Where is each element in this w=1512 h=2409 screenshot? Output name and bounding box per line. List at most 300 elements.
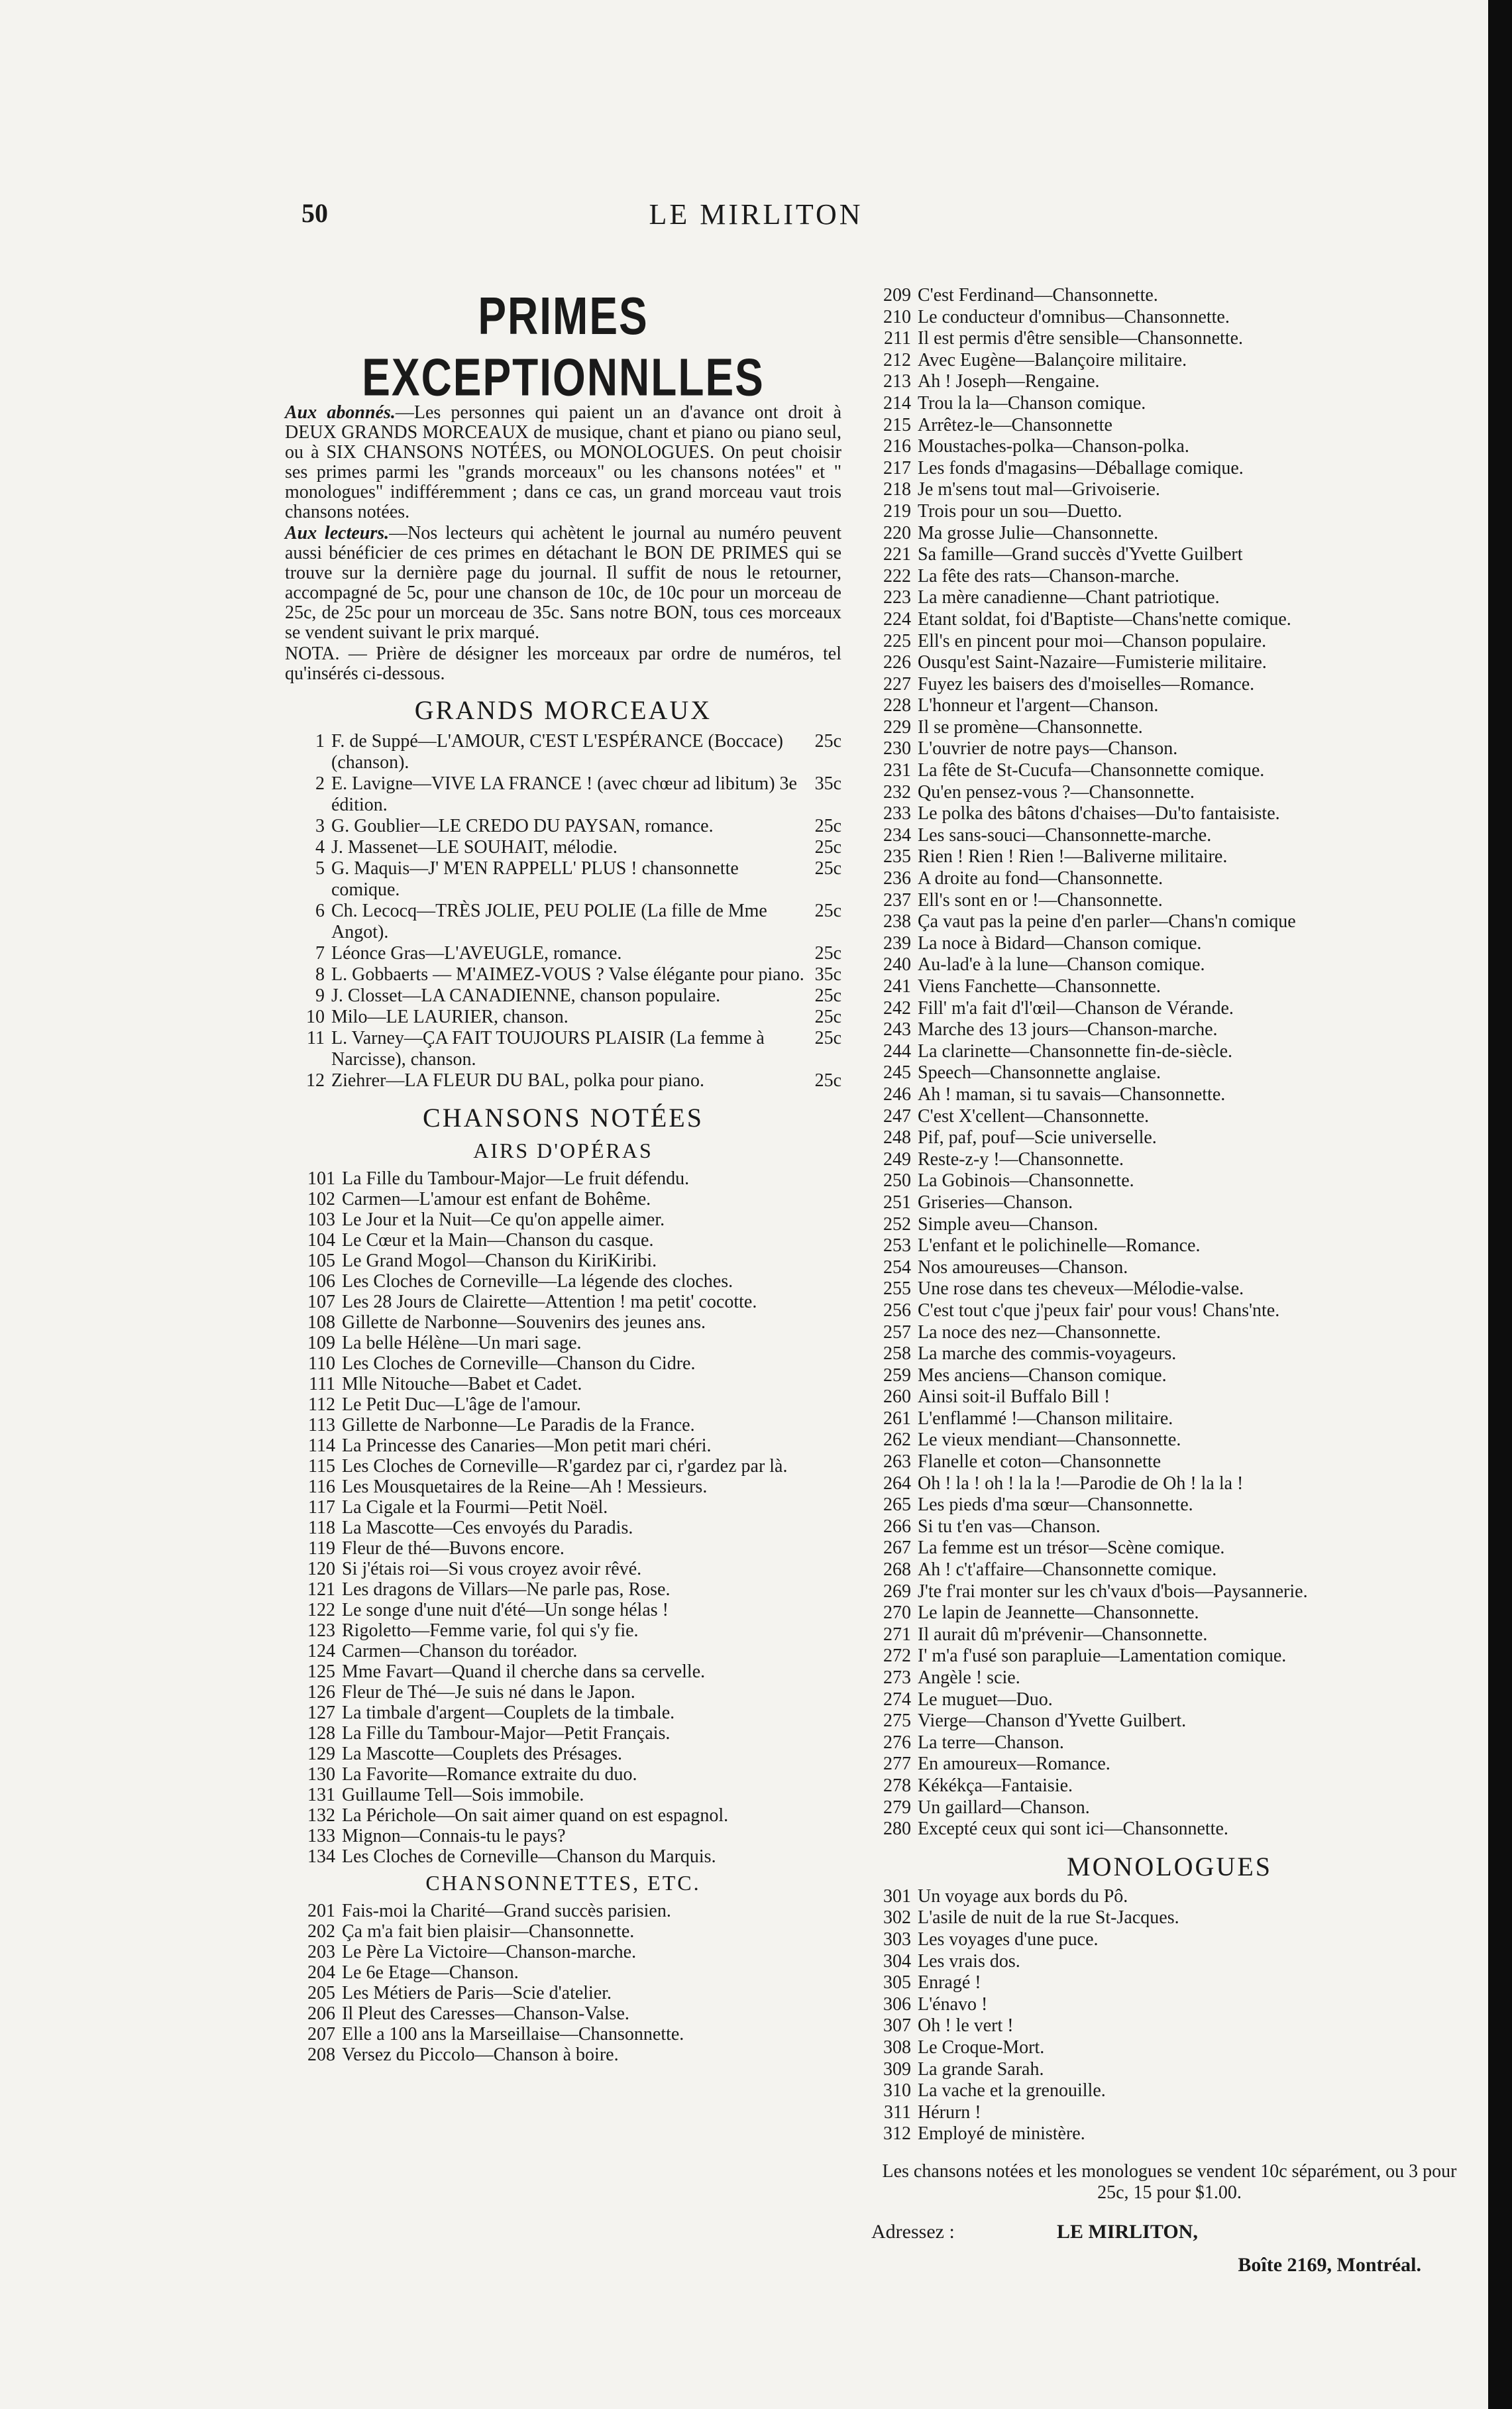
item-number: 125 (307, 1661, 335, 1682)
item-number: 108 (307, 1312, 335, 1333)
item-title: Les fonds d'magasins—Déballage comique. (918, 457, 1244, 478)
item-number: 227 (883, 673, 911, 695)
list-item (285, 943, 841, 964)
item-title: Carmen—L'amour est enfant de Bohême. (342, 1189, 651, 1209)
list-item (285, 773, 841, 816)
item-number: 233 (883, 803, 911, 824)
item-number: 246 (883, 1084, 911, 1105)
item-number: 244 (883, 1040, 911, 1062)
item-title: La Cigale et la Fourmi—Petit Noël. (342, 1497, 608, 1518)
list-item (871, 328, 1468, 350)
item-price: 25c (814, 1028, 841, 1048)
list-item (871, 285, 1468, 307)
item-number: 301 (883, 1885, 911, 1907)
item-title: Une rose dans tes cheveux—Mélodie-valse. (918, 1278, 1244, 1300)
item-number: 208 (307, 2045, 335, 2065)
chansonnettes-list-left (285, 1901, 841, 2065)
list-item (871, 933, 1468, 955)
list-item (871, 2080, 1468, 2102)
list-item (285, 1901, 841, 1921)
item-number: 110 (308, 1353, 335, 1374)
list-item (871, 674, 1468, 696)
list-item (871, 1994, 1468, 2016)
item-title: Moustaches-polka—Chanson-polka. (918, 436, 1189, 457)
list-item (871, 393, 1468, 415)
item-number: 229 (883, 716, 911, 738)
item-number: 280 (883, 1819, 911, 1840)
item-number: 257 (883, 1321, 911, 1343)
address-name: LE MIRLITON, (1057, 2220, 1198, 2243)
item-number: 216 (883, 436, 911, 457)
item-title: Les Mousquetaires de la Reine—Ah ! Messieurs. (342, 1477, 708, 1497)
chansons-notees-title: CHANSONS NOTÉES (423, 1103, 704, 1133)
item-number: 126 (307, 1682, 335, 1703)
item-number: 11 (307, 1028, 325, 1048)
list-item (871, 911, 1468, 933)
scan-edge-bar (1488, 0, 1512, 2409)
item-number: 275 (883, 1710, 911, 1732)
item-title: Le Petit Duc—L'âge de l'amour. (342, 1394, 581, 1415)
list-item (871, 846, 1468, 868)
item-number: 248 (883, 1127, 911, 1148)
list-item (871, 890, 1468, 912)
item-title: La marche des commis-voyageurs. (918, 1343, 1177, 1365)
item-title: Un voyage aux bords du Pô. (918, 1885, 1128, 1907)
item-title: La fête des rats—Chanson-marche. (918, 565, 1179, 587)
list-item (285, 1394, 841, 1415)
item-title: L'enfant et le polichinelle—Romance. (918, 1235, 1201, 1257)
page-number: 50 (301, 198, 328, 228)
item-title: Reste-z-y !—Chansonnette. (918, 1148, 1124, 1170)
item-number: 266 (883, 1516, 911, 1537)
list-item (285, 1703, 841, 1723)
item-title: Ah ! c't'affaire—Chansonnette comique. (918, 1559, 1217, 1581)
item-title: Ça vaut pas la peine d'en parler—Chans'n comique (918, 911, 1296, 932)
item-number: 269 (883, 1581, 911, 1602)
item-price: 25c (814, 901, 841, 921)
item-number: 250 (883, 1170, 911, 1192)
item-title: La femme est un trésor—Scène comique. (918, 1538, 1225, 1559)
list-item (285, 1518, 841, 1538)
item-title: Trou la la—Chanson comique. (918, 392, 1146, 414)
item-price: 35c (814, 773, 841, 794)
item-title: E. Lavigne—VIVE LA FRANCE ! (avec chœur ad libitum) 3e édition. (331, 773, 797, 815)
item-title: La Fille du Tambour-Major—Le fruit défendu. (342, 1168, 690, 1189)
item-title: Le Cœur et la Main—Chanson du casque. (342, 1230, 654, 1251)
list-item (871, 501, 1468, 523)
item-number: 213 (883, 371, 911, 392)
item-number: 201 (307, 1901, 335, 1921)
item-title: Il Pleut des Caresses—Chanson-Valse. (342, 2003, 629, 2024)
item-title: Les sans-souci—Chansonnette-marche. (918, 824, 1212, 846)
item-number: 3 (315, 816, 325, 836)
item-title: Fleur de Thé—Je suis né dans le Japon. (342, 1682, 635, 1703)
list-item (871, 1775, 1468, 1797)
item-number: 228 (883, 695, 911, 716)
item-title: Ziehrer—LA FLEUR DU BAL, polka pour piano. (331, 1070, 705, 1091)
item-title: Fuyez les baisers des d'moiselles—Romance. (918, 673, 1255, 695)
list-item (285, 1921, 841, 1942)
item-title: G. Maquis—J' M'EN RAPPELL' PLUS ! chansonnette comique. (331, 858, 739, 900)
item-number: 271 (883, 1624, 911, 1645)
item-title: F. de Suppé—L'AMOUR, C'EST L'ESPÉRANCE (Boccace) (chanson). (331, 731, 783, 773)
item-title: La terre—Chanson. (918, 1732, 1064, 1753)
item-title: Les Cloches de Corneville—Chanson du Cidre. (342, 1353, 696, 1374)
item-title: Les dragons de Villars—Ne parle pas, Rose. (342, 1579, 671, 1600)
list-item (871, 1300, 1468, 1322)
item-title: La Mascotte—Ces envoyés du Paradis. (342, 1518, 633, 1538)
list-item (285, 731, 841, 773)
item-number: 214 (883, 392, 911, 414)
item-number: 107 (307, 1292, 335, 1312)
item-title: La clarinette—Chansonnette fin-de-siècle. (918, 1040, 1233, 1062)
list-item (871, 350, 1468, 372)
list-item (871, 307, 1468, 329)
item-price: 25c (814, 1070, 841, 1091)
item-title: La fête de St-Cucufa—Chansonnette comique. (918, 760, 1265, 781)
item-title: L'asile de nuit de la rue St-Jacques. (918, 1907, 1179, 1929)
item-number: 276 (883, 1732, 911, 1753)
item-number: 267 (883, 1538, 911, 1559)
item-title: Mignon—Connais-tu le pays? (342, 1826, 566, 1846)
item-number: 204 (307, 1962, 335, 1983)
list-item (871, 1170, 1468, 1192)
item-title: Enragé ! (918, 1972, 981, 1993)
list-item (285, 2024, 841, 2045)
item-number: 102 (307, 1189, 335, 1209)
item-title: Les Métiers de Paris—Scie d'atelier. (342, 1983, 612, 2003)
item-number: 111 (309, 1374, 335, 1394)
item-number: 237 (883, 889, 911, 911)
item-number: 12 (306, 1070, 325, 1091)
item-title: Le lapin de Jeannette—Chansonnette. (918, 1602, 1199, 1624)
address-block (871, 2221, 1468, 2294)
primes-intro (285, 403, 841, 684)
list-item (871, 1214, 1468, 1236)
item-title: Les Cloches de Corneville—R'gardez par ci, r'gardez par là. (342, 1456, 788, 1477)
list-item (871, 1929, 1468, 1951)
item-number: 224 (883, 608, 911, 630)
list-item (871, 2102, 1468, 2124)
list-item (871, 1689, 1468, 1711)
list-item (871, 566, 1468, 588)
item-title: Milo—LE LAURIER, chanson. (331, 1007, 568, 1027)
item-price: 25c (814, 816, 841, 836)
list-item (871, 1972, 1468, 1994)
list-item (871, 1602, 1468, 1624)
item-number: 211 (884, 328, 911, 349)
address-box: Boîte 2169, Montréal. (1238, 2253, 1421, 2276)
item-number: 225 (883, 630, 911, 651)
nota-paragraph: NOTA. — Prière de désigner les morceaux par ordre de numéros, tel qu'insérés ci-dessous. (285, 644, 841, 684)
item-title: Léonce Gras—L'AVEUGLE, romance. (331, 943, 622, 964)
list-item (285, 1333, 841, 1353)
item-number: 264 (883, 1473, 911, 1494)
item-title: La timbale d'argent—Couplets de la timbale. (342, 1703, 675, 1723)
lecteurs-paragraph (285, 524, 841, 643)
list-item (285, 1764, 841, 1785)
item-title: La Princesse des Canaries—Mon petit mari chéri. (342, 1435, 712, 1456)
lecteurs-lead: Aux lecteurs. (285, 523, 390, 543)
item-number: 117 (308, 1497, 335, 1518)
list-item (871, 1819, 1468, 1840)
list-item (871, 1343, 1468, 1365)
item-number: 274 (883, 1689, 911, 1710)
item-title: Le vieux mendiant—Chansonnette. (918, 1429, 1181, 1451)
list-item (871, 479, 1468, 501)
item-number: 113 (308, 1415, 335, 1435)
list-item (871, 1538, 1468, 1559)
item-title: Ell's sont en or !—Chansonnette. (918, 889, 1163, 911)
item-title: Ah ! maman, si tu savais—Chansonnette. (918, 1084, 1226, 1105)
item-number: 219 (883, 500, 911, 522)
list-item (871, 954, 1468, 976)
item-title: Vierge—Chanson d'Yvette Guilbert. (918, 1710, 1187, 1732)
chansonnettes-title: CHANSONNETTES, ETC. (425, 1871, 701, 1895)
item-number: 123 (307, 1620, 335, 1641)
item-number: 104 (307, 1230, 335, 1251)
lecteurs-text: —Nos lecteurs qui achètent le journal au numéro peuvent aussi bénéficier de ces primes en détachant le BON DE PRIMES qui se trouve sur la dernière page du journal. Il suffit de nous le retourner, accompagné de 5c, pour une chanson de 10c, de 10c pour un morceau de 25c, de 25c pour un morceau de 35c. Sans notre BON, tous ces morceaux se vendent suivant le prix marqué. (285, 523, 841, 643)
item-number: 6 (315, 901, 325, 921)
item-title: Si tu t'en vas—Chanson. (918, 1516, 1101, 1537)
item-title: Oh ! le vert ! (918, 2015, 1014, 2037)
item-title: La Mascotte—Couplets des Présages. (342, 1744, 623, 1764)
list-item (871, 1062, 1468, 1084)
list-item (871, 1235, 1468, 1257)
item-title: Gillette de Narbonne—Le Paradis de la France. (342, 1415, 695, 1435)
item-number: 221 (883, 544, 911, 565)
item-title: Excepté ceux qui sont ici—Chansonnette. (918, 1819, 1228, 1840)
list-item (285, 837, 841, 858)
list-item (871, 1646, 1468, 1667)
item-number: 273 (883, 1667, 911, 1688)
list-item (871, 2015, 1468, 2037)
item-number: 132 (307, 1805, 335, 1826)
item-number: 311 (884, 2101, 911, 2123)
item-number: 8 (315, 964, 325, 985)
list-item (871, 738, 1468, 760)
item-title: Qu'en pensez-vous ?—Chansonnette. (918, 781, 1195, 803)
item-title: Ousqu'est Saint-Nazaire—Fumisterie militaire. (918, 652, 1267, 673)
item-title: L'enflammé !—Chanson militaire. (918, 1408, 1173, 1429)
list-item (871, 1386, 1468, 1408)
item-title: Oh ! la ! oh ! la la !—Parodie de Oh ! la la ! (918, 1473, 1244, 1494)
item-number: 263 (883, 1451, 911, 1473)
item-number: 203 (307, 1942, 335, 1962)
item-price: 25c (814, 985, 841, 1006)
item-title: Rigoletto—Femme varie, fol qui s'y fie. (342, 1620, 639, 1641)
list-item (871, 1732, 1468, 1754)
item-number: 134 (307, 1846, 335, 1867)
list-item (285, 2003, 841, 2024)
list-item (871, 803, 1468, 825)
item-title: La grande Sarah. (918, 2058, 1044, 2080)
grands-morceaux-title: GRANDS MORCEAUX (414, 695, 712, 725)
list-item (871, 1667, 1468, 1689)
list-item (871, 1907, 1468, 1929)
item-number: 9 (315, 985, 325, 1006)
list-item (285, 1007, 841, 1028)
item-title: Ah ! Joseph—Rengaine. (918, 371, 1100, 392)
item-number: 253 (883, 1235, 911, 1257)
item-number: 121 (307, 1579, 335, 1600)
item-price: 25c (814, 837, 841, 858)
item-number: 251 (883, 1192, 911, 1213)
list-item (871, 1516, 1468, 1538)
item-number: 306 (883, 1993, 911, 2015)
item-title: La Favorite—Romance extraite du duo. (342, 1764, 637, 1785)
item-price: 25c (814, 731, 841, 752)
list-item (285, 1251, 841, 1271)
list-item (285, 1723, 841, 1744)
list-item (871, 717, 1468, 739)
item-title: Arrêtez-le—Chansonnette (918, 414, 1112, 435)
item-title: Le conducteur d'omnibus—Chansonnette. (918, 306, 1230, 327)
item-number: 259 (883, 1365, 911, 1386)
item-title: Les 28 Jours de Clairette—Attention ! ma petit' cocotte. (342, 1292, 757, 1312)
list-item (871, 1106, 1468, 1128)
item-title: Fais-moi la Charité—Grand succès parisien. (342, 1901, 671, 1921)
item-title: Le Jour et la Nuit—Ce qu'on appelle aimer. (342, 1209, 665, 1230)
list-item (285, 1962, 841, 1983)
list-item (285, 1497, 841, 1518)
item-title: G. Goublier—LE CREDO DU PAYSAN, romance. (331, 816, 714, 836)
list-item (285, 1785, 841, 1805)
item-title: Le Croque-Mort. (918, 2037, 1045, 2058)
list-item (285, 964, 841, 985)
item-number: 238 (883, 911, 911, 932)
item-title: J. Closset—LA CANADIENNE, chanson populaire. (331, 985, 721, 1006)
item-title: Ch. Lecocq—TRÈS JOLIE, PEU POLIE (La fille de Mme Angot). (331, 901, 767, 942)
list-item (871, 1278, 1468, 1300)
item-number: 127 (307, 1703, 335, 1723)
list-item (285, 1070, 841, 1092)
list-item (871, 825, 1468, 847)
list-item (871, 458, 1468, 480)
item-number: 131 (307, 1785, 335, 1805)
item-title: Guillaume Tell—Sois immobile. (342, 1785, 584, 1805)
item-number: 129 (307, 1744, 335, 1764)
list-item (285, 1826, 841, 1846)
list-item (871, 1041, 1468, 1063)
left-column (285, 285, 841, 2065)
item-title: Carmen—Chanson du toréador. (342, 1641, 578, 1661)
page-header (0, 197, 1512, 237)
item-number: 218 (883, 479, 911, 500)
item-number: 209 (883, 285, 911, 306)
list-item (285, 1415, 841, 1435)
item-number: 279 (883, 1797, 911, 1818)
list-item (871, 1019, 1468, 1041)
item-number: 304 (883, 1950, 911, 1972)
item-number: 270 (883, 1602, 911, 1624)
item-title: La noce à Bidard—Chanson comique. (918, 932, 1202, 954)
list-item (285, 1559, 841, 1579)
list-item (871, 2037, 1468, 2059)
item-number: 116 (308, 1477, 335, 1497)
list-item (871, 1494, 1468, 1516)
item-number: 128 (307, 1723, 335, 1744)
item-title: Griseries—Chanson. (918, 1192, 1073, 1213)
primes-title: PRIMES EXCEPTIONNLLES (362, 286, 765, 407)
item-number: 2 (315, 773, 325, 794)
item-number: 309 (883, 2058, 911, 2080)
item-title: Les Cloches de Corneville—Chanson du Marquis. (342, 1846, 716, 1867)
list-item (871, 1408, 1468, 1430)
item-number: 223 (883, 587, 911, 608)
item-number: 236 (883, 868, 911, 889)
item-title: La Fille du Tambour-Major—Petit Français. (342, 1723, 671, 1744)
list-item (871, 1754, 1468, 1775)
item-title: C'est X'cellent—Chansonnette. (918, 1105, 1150, 1127)
item-number: 245 (883, 1062, 911, 1084)
item-number: 215 (883, 414, 911, 435)
item-number: 261 (883, 1408, 911, 1429)
item-title: Mes anciens—Chanson comique. (918, 1365, 1167, 1386)
list-item (285, 1271, 841, 1292)
list-item (871, 2059, 1468, 2081)
item-title: Au-lad'e à la lune—Chanson comique. (918, 954, 1205, 976)
list-item (871, 998, 1468, 1020)
item-number: 109 (307, 1333, 335, 1353)
list-item (285, 985, 841, 1007)
item-number: 247 (883, 1105, 911, 1127)
list-item (871, 1951, 1468, 1973)
abonnes-text: —Les personnes qui paient un an d'avance ont droit à DEUX GRANDS MORCEAUX de musique, chant et piano ou piano seul, ou à SIX CHANSONS NOTÉES, ou MONOLOGUES. On peut choisir ses primes parmi les "grands morceaux" ou les chansons notées" et " monologues" indifféremment ; dans ce cas, un grand morceau vaut trois chansons notées. (285, 402, 841, 522)
item-number: 277 (883, 1754, 911, 1775)
item-number: 310 (883, 2080, 911, 2101)
item-number: 262 (883, 1429, 911, 1451)
item-price: 35c (814, 964, 841, 985)
item-title: Ça m'a fait bien plaisir—Chansonnette. (342, 1921, 635, 1942)
list-item (871, 415, 1468, 437)
list-item (871, 1365, 1468, 1387)
list-item (871, 1257, 1468, 1279)
item-title: Versez du Piccolo—Chanson à boire. (342, 2045, 619, 2065)
list-item (871, 1451, 1468, 1473)
item-number: 217 (883, 457, 911, 478)
list-item (871, 1429, 1468, 1451)
list-item (285, 1579, 841, 1600)
item-title: Gillette de Narbonne—Souvenirs des jeunes ans. (342, 1312, 706, 1333)
item-number: 240 (883, 954, 911, 976)
list-item (285, 1168, 841, 1189)
item-number: 206 (307, 2003, 335, 2024)
item-number: 232 (883, 781, 911, 803)
list-item (285, 1374, 841, 1394)
item-title: Les Cloches de Corneville—La légende des cloches. (342, 1271, 733, 1292)
item-title: Fleur de thé—Buvons encore. (342, 1538, 565, 1559)
item-title: La Périchole—On sait aimer quand on est espagnol. (342, 1805, 729, 1826)
item-number: 278 (883, 1775, 911, 1796)
item-title: C'est tout c'que j'peux fair' pour vous! Chans'nte. (918, 1300, 1280, 1321)
list-item (871, 1127, 1468, 1149)
list-item (871, 652, 1468, 674)
item-number: 242 (883, 997, 911, 1019)
item-title: Avec Eugène—Balançoire militaire. (918, 349, 1187, 370)
item-title: J. Massenet—LE SOUHAIT, mélodie. (331, 837, 618, 858)
item-title: La belle Hélène—Un mari sage. (342, 1333, 582, 1353)
item-number: 241 (883, 976, 911, 997)
pricing-note: Les chansons notées et les monologues se vendent 10c séparément, ou 3 pour 25c, 15 pour $1.00. (882, 2160, 1457, 2203)
list-item (285, 1538, 841, 1559)
item-number: 114 (308, 1435, 335, 1456)
item-title: Speech—Chansonnette anglaise. (918, 1062, 1161, 1084)
list-item (285, 1230, 841, 1251)
monologues-title: MONOLOGUES (1067, 1851, 1272, 1881)
item-title: L'ouvrier de notre pays—Chanson. (918, 738, 1178, 759)
item-title: Mme Favart—Quand il cherche dans sa cervelle. (342, 1661, 706, 1682)
